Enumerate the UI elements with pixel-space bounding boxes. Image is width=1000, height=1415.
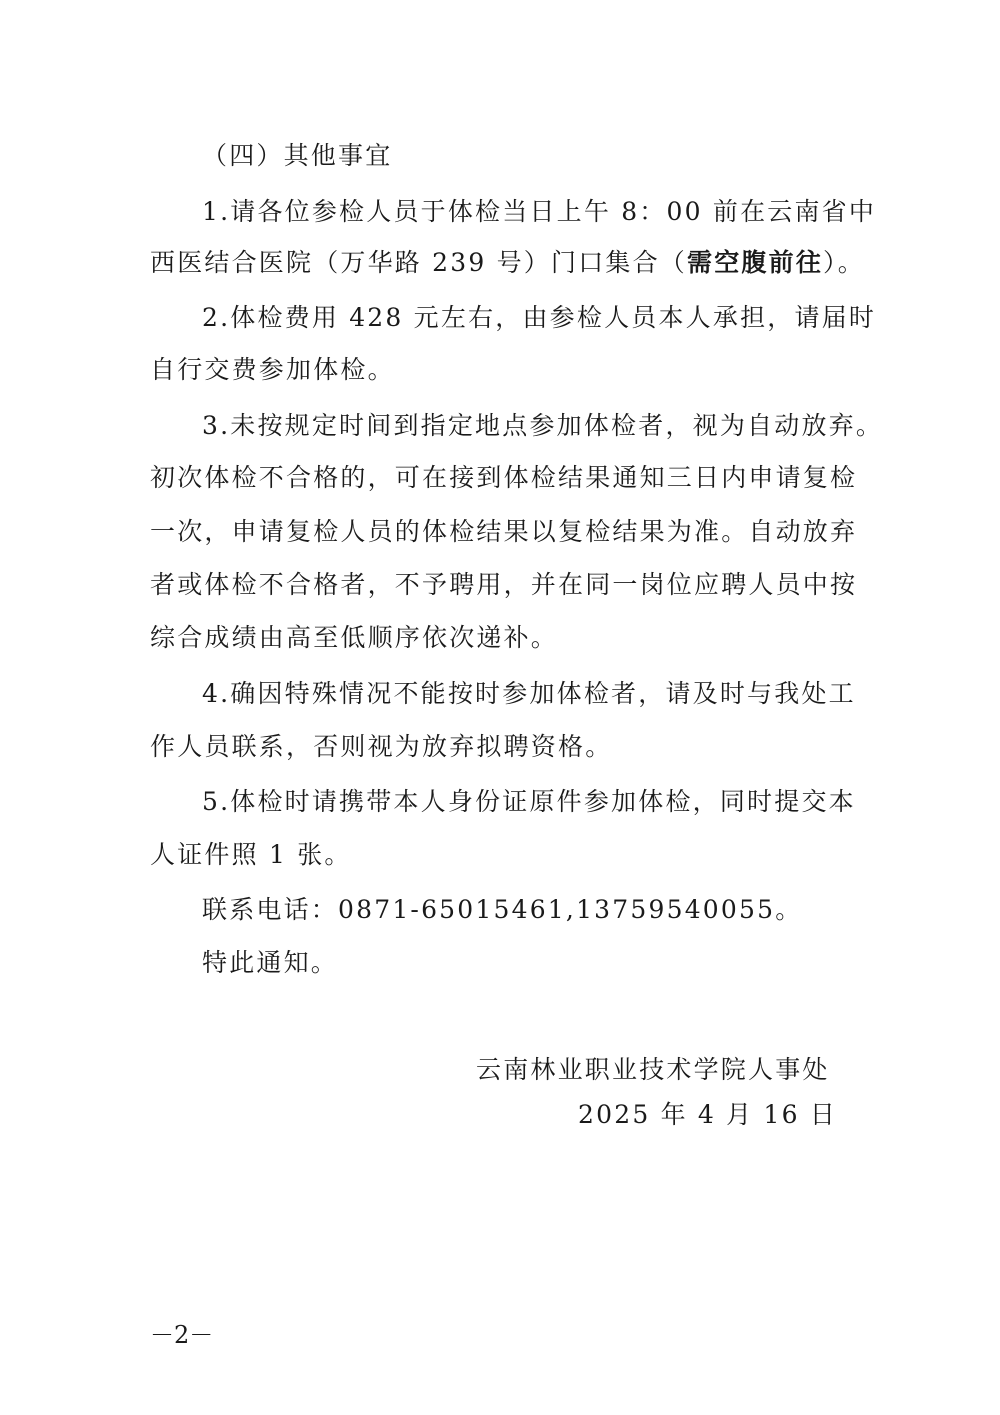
item-1-line-1: 1.请各位参检人员于体检当日上午 8：00 前在云南省中 bbox=[202, 197, 877, 226]
item-1-line-2-b: ）。 bbox=[823, 248, 865, 277]
item-3-line-1: 3.未按规定时间到指定地点参加体检者，视为自动放弃。 bbox=[202, 411, 884, 440]
item-4-line-2: 作人员联系，否则视为放弃拟聘资格。 bbox=[150, 732, 613, 761]
item-2-line-1: 2.体检费用 428 元左右，由参检人员本人承担，请届时 bbox=[202, 303, 877, 332]
item-5-line-2: 人证件照 1 张。 bbox=[150, 840, 352, 869]
item-3-line-4: 者或体检不合格者，不予聘用，并在同一岗位应聘人员中按 bbox=[150, 570, 858, 599]
item-3-line-2: 初次体检不合格的，可在接到体检结果通知三日内申请复检 bbox=[150, 463, 858, 492]
item-4-line-1: 4.确因特殊情况不能按时参加体检者，请及时与我处工 bbox=[202, 679, 856, 708]
page-number: －2－ bbox=[150, 1321, 214, 1349]
item-3-line-3: 一次，申请复检人员的体检结果以复检结果为准。自动放弃 bbox=[150, 517, 858, 546]
contact-phone: 联系电话：0871-65015461,13759540055。 bbox=[202, 895, 803, 924]
closing-text: 特此通知。 bbox=[202, 948, 339, 977]
item-1-line-2 bbox=[150, 247, 865, 279]
section-heading: （四）其他事宜 bbox=[202, 141, 393, 170]
signature-date: 2025 年 4 月 16 日 bbox=[578, 1100, 838, 1129]
item-1-line-2-a: 西医结合医院（万华路 239 号）门口集合（ bbox=[150, 248, 688, 277]
signature-org: 云南林业职业技术学院人事处 bbox=[476, 1055, 830, 1084]
item-3-line-5: 综合成绩由高至低顺序依次递补。 bbox=[150, 623, 559, 652]
fasting-note: 需空腹前往 bbox=[687, 248, 824, 277]
item-5-line-1: 5.体检时请携带本人身份证原件参加体检，同时提交本 bbox=[202, 787, 856, 816]
item-2-line-2: 自行交费参加体检。 bbox=[150, 355, 395, 384]
